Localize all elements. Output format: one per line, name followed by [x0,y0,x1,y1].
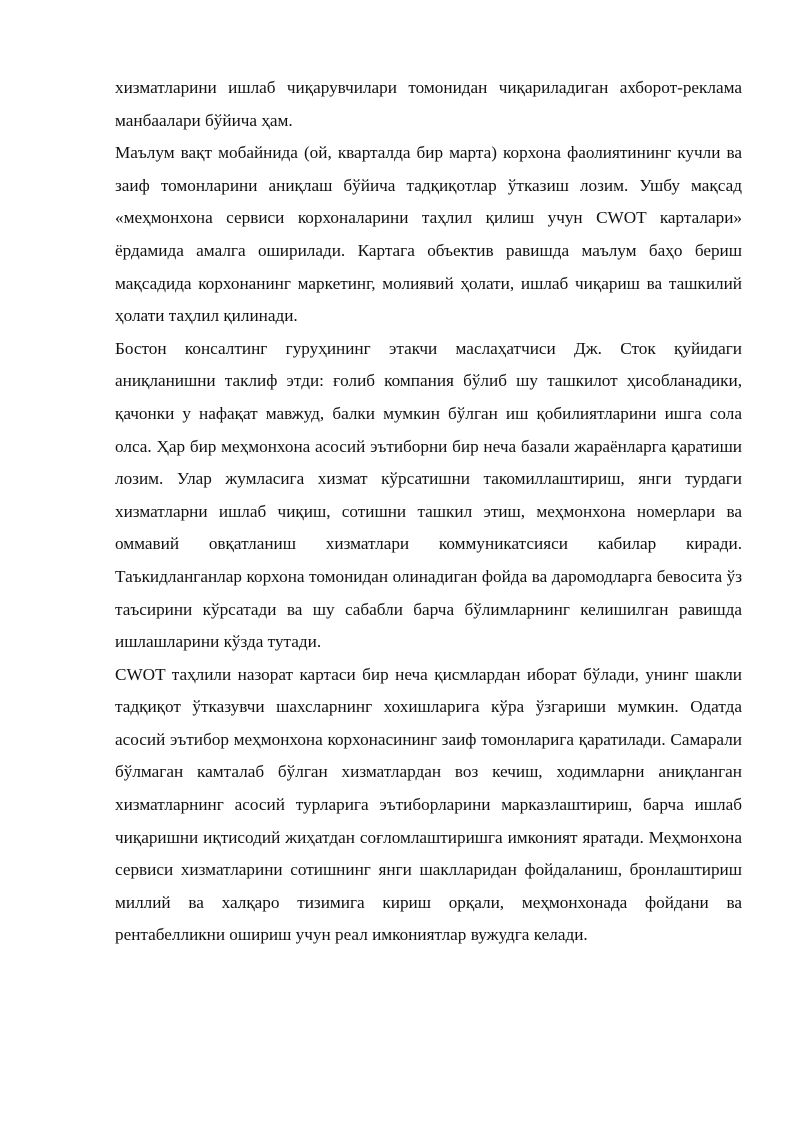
paragraph-continuation: хизматларини ишлаб чиқарувчилари томонидан чиқариладиган ахборот-реклама манбаалари бўйича ҳам. [115,78,742,130]
paragraph-swot-research: Маълум вақт мобайнида (ой, кварталда бир марта) корхона фаолиятининг кучли ва заиф томонларини аниқлаш бўйича тадқиқотлар ўтказиш лозим. Ушбу мақсад «меҳмонхона сервиси корхоналарини таҳлил қилиш учун CWOT карталари» ёрдамида амалга оширилади. Картага объектив равишда маълум баҳо бериш мақсадида корхонанинг маркетинг, молиявий ҳолати, ишлаб чиқариш ва ташкилий ҳолати таҳлил қилинади. [115,143,742,326]
paragraph-boston-consulting: Бостон консалтинг гуруҳининг этакчи маслаҳатчиси Дж. Сток қуйидаги аниқланишни таклиф этди: ғолиб компания бўлиб шу ташкилот ҳисобланадики, қачонки у нафақат мавжуд, балки мумкин бўлган иш қобилиятларини ишга сола олса. Ҳар бир меҳмонхона асосий эътиборни бир неча базали жараёнларга қаратиши лозим. Улар жумласига хизмат кўрсатишни такомиллаштириш, янги турдаги хизматларни ишлаб чиқиш, сотишни ташкил этиш, меҳмонхона номерлари ва оммавий овқатланиш хизматлари коммуникатсияси кабилар киради. Таъкидланганлар корхона томонидан олинадиган фойда ва даромодларга бевосита ўз таъсирини кўрсатади ва шу сабабли барча бўлимларнинг келишилган равишда ишлашларини кўзда тутади. [115,338,742,652]
paragraph-swot-control-card: CWOT таҳлили назорат картаси бир неча қисмлардан иборат бўлади, унинг шакли тадқиқот ўтказувчи шахсларнинг хохишларига кўра ўзгариши мумкин. Одатда асосий эътибор меҳмонхона корхонасининг заиф томонларига қаратилади. Самарали бўлмаган камталаб бўлган хизматлардан воз кечиш, ходимларни аниқланган хизматларнинг асосий турларига эътиборларини марказлаштириш, барча ишлаб чиқаришни иқтисодий жиҳатдан соғломлаштиришга имконият яратади. Меҳмонхона сервиси хизматларини сотишнинг янги шаклларидан фойдаланиш, бронлаштириш миллий ва халқаро тизимига кириш орқали, меҳмонхонада фойдани ва рентабелликни ошириш учун реал имкониятлар вужудга келади. [115,664,742,945]
document-page [115,72,742,952]
